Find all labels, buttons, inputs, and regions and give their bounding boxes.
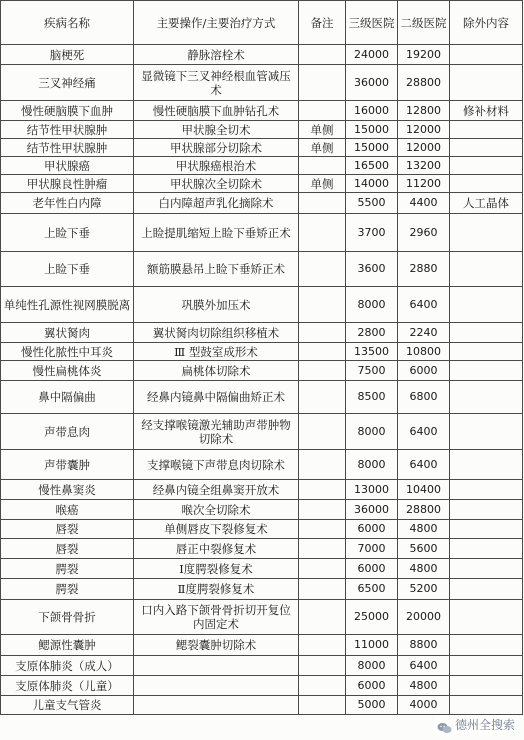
cell-exclusion: 人工晶体 <box>450 193 523 214</box>
cell-tertiary-fee: 3700 <box>346 214 398 252</box>
cell-secondary-fee: 4800 <box>398 559 450 579</box>
cell-secondary-fee: 6400 <box>398 414 450 450</box>
cell-exclusion <box>450 414 523 450</box>
cell-secondary-fee: 10400 <box>398 480 450 500</box>
cell-secondary-fee: 6400 <box>398 287 450 323</box>
cell-treatment: 上睑提肌缩短上睑下垂矫正术 <box>134 214 299 252</box>
cell-tertiary-fee: 13000 <box>346 480 398 500</box>
cell-secondary-fee: 5200 <box>398 579 450 600</box>
cell-treatment: 显微镜下三叉神经根血管减压术 <box>134 65 299 101</box>
table-row <box>1 323 523 343</box>
table-row <box>1 214 523 252</box>
cell-remark <box>299 559 346 579</box>
cell-remark <box>299 500 346 520</box>
cell-remark <box>299 520 346 539</box>
cell-remark <box>299 343 346 361</box>
cell-disease: 腭裂 <box>1 579 134 600</box>
cell-secondary-fee: 19200 <box>398 45 450 65</box>
cell-secondary-fee: 4000 <box>398 696 450 715</box>
cell-disease: 喉癌 <box>1 500 134 520</box>
cell-remark <box>299 676 346 696</box>
cell-treatment: Ⅰ度腭裂修复术 <box>134 559 299 579</box>
cell-treatment <box>134 696 299 715</box>
cell-exclusion <box>450 343 523 361</box>
cell-remark <box>299 480 346 500</box>
cell-tertiary-fee: 8000 <box>346 450 398 480</box>
cell-secondary-fee: 6000 <box>398 361 450 381</box>
cell-disease: 上睑下垂 <box>1 214 134 252</box>
cell-treatment: Ⅱ度腭裂修复术 <box>134 579 299 600</box>
cell-exclusion <box>450 520 523 539</box>
cell-disease: 声带息肉 <box>1 414 134 450</box>
cell-treatment <box>134 676 299 696</box>
cell-disease: 慢性鼻窦炎 <box>1 480 134 500</box>
cell-treatment: 经鼻内镜全组鼻窦开放术 <box>134 480 299 500</box>
cell-remark <box>299 579 346 600</box>
table-row <box>1 600 523 635</box>
header-exclusions: 除外内容 <box>450 1 523 45</box>
cell-disease: 结节性甲状腺肿 <box>1 121 134 139</box>
cell-remark <box>299 65 346 101</box>
cell-secondary-fee: 5600 <box>398 539 450 559</box>
cell-remark <box>299 45 346 65</box>
cell-treatment: 翼状胬肉切除组织移植术 <box>134 323 299 343</box>
cell-treatment: 甲状腺全切术 <box>134 121 299 139</box>
cell-disease: 脑梗死 <box>1 45 134 65</box>
cell-tertiary-fee: 24000 <box>346 45 398 65</box>
cell-exclusion <box>450 635 523 656</box>
table-row <box>1 696 523 715</box>
cell-secondary-fee: 20000 <box>398 600 450 635</box>
cell-remark: 单侧 <box>299 121 346 139</box>
header-remark: 备注 <box>299 1 346 45</box>
cell-disease: 下颌骨骨折 <box>1 600 134 635</box>
header-disease: 疾病名称 <box>1 1 134 45</box>
cell-disease: 支原体肺炎（成人） <box>1 656 134 676</box>
cell-remark <box>299 381 346 414</box>
cell-remark <box>299 539 346 559</box>
cell-tertiary-fee: 6500 <box>346 579 398 600</box>
cell-treatment: 甲状腺癌根治术 <box>134 157 299 175</box>
cell-tertiary-fee: 16500 <box>346 157 398 175</box>
cell-secondary-fee: 11200 <box>398 175 450 193</box>
cell-treatment: Ⅲ 型鼓室成形术 <box>134 343 299 361</box>
cell-exclusion <box>450 157 523 175</box>
table-row <box>1 121 523 139</box>
cell-disease: 慢性化脓性中耳炎 <box>1 343 134 361</box>
cell-treatment: 静脉溶栓术 <box>134 45 299 65</box>
cell-exclusion <box>450 656 523 676</box>
cell-remark <box>299 696 346 715</box>
cell-exclusion <box>450 121 523 139</box>
cell-remark <box>299 287 346 323</box>
cell-disease: 甲状腺良性肿瘤 <box>1 175 134 193</box>
cell-exclusion <box>450 287 523 323</box>
table-row <box>1 193 523 214</box>
cell-disease: 上睑下垂 <box>1 252 134 287</box>
table-row <box>1 45 523 65</box>
cell-secondary-fee: 28800 <box>398 500 450 520</box>
cell-exclusion <box>450 480 523 500</box>
cell-tertiary-fee: 8000 <box>346 656 398 676</box>
cell-secondary-fee: 10800 <box>398 343 450 361</box>
cell-disease: 老年性白内障 <box>1 193 134 214</box>
cell-disease: 三叉神经痛 <box>1 65 134 101</box>
cell-secondary-fee: 2240 <box>398 323 450 343</box>
table-row <box>1 139 523 157</box>
cell-treatment: 额筋膜悬吊上睑下垂矫正术 <box>134 252 299 287</box>
cell-tertiary-fee: 36000 <box>346 65 398 101</box>
table-row <box>1 175 523 193</box>
cell-exclusion <box>450 500 523 520</box>
cell-treatment: 经支撑喉镜激光辅助声带肿物切除术 <box>134 414 299 450</box>
cell-exclusion <box>450 600 523 635</box>
cell-secondary-fee: 12000 <box>398 139 450 157</box>
table-row <box>1 414 523 450</box>
header-secondary-hospital: 二级医院 <box>398 1 450 45</box>
table-row <box>1 500 523 520</box>
cell-treatment <box>134 656 299 676</box>
cell-exclusion <box>450 676 523 696</box>
cell-remark <box>299 635 346 656</box>
cell-disease: 鼻中隔偏曲 <box>1 381 134 414</box>
cell-treatment: 甲状腺部分切除术 <box>134 139 299 157</box>
cell-remark <box>299 414 346 450</box>
cell-disease: 甲状腺癌 <box>1 157 134 175</box>
cell-exclusion <box>450 539 523 559</box>
cell-tertiary-fee: 5500 <box>346 193 398 214</box>
cell-disease: 儿童支气管炎 <box>1 696 134 715</box>
cell-tertiary-fee: 8000 <box>346 287 398 323</box>
cell-remark <box>299 252 346 287</box>
cell-secondary-fee: 28800 <box>398 65 450 101</box>
cell-exclusion <box>450 559 523 579</box>
cell-exclusion <box>450 381 523 414</box>
cell-remark <box>299 214 346 252</box>
cell-disease: 单纯性孔源性视网膜脱离 <box>1 287 134 323</box>
cell-treatment: 鳃裂囊肿切除术 <box>134 635 299 656</box>
table-row <box>1 361 523 381</box>
cell-exclusion <box>450 361 523 381</box>
cell-tertiary-fee: 6000 <box>346 559 398 579</box>
cell-tertiary-fee: 16000 <box>346 101 398 121</box>
table-row <box>1 676 523 696</box>
cell-treatment: 扁桃体切除术 <box>134 361 299 381</box>
cell-secondary-fee: 12800 <box>398 101 450 121</box>
cell-exclusion <box>450 323 523 343</box>
watermark-text: 德州全搜索 <box>454 718 515 732</box>
cell-exclusion <box>450 252 523 287</box>
cell-tertiary-fee: 15000 <box>346 139 398 157</box>
cell-disease: 翼状胬肉 <box>1 323 134 343</box>
cell-treatment: 甲状腺次全切除术 <box>134 175 299 193</box>
cell-disease: 声带囊肿 <box>1 450 134 480</box>
cell-tertiary-fee: 7000 <box>346 539 398 559</box>
cell-secondary-fee: 6400 <box>398 450 450 480</box>
cell-disease: 鳃源性囊肿 <box>1 635 134 656</box>
cell-exclusion <box>450 65 523 101</box>
cell-remark <box>299 656 346 676</box>
table-row <box>1 287 523 323</box>
table-row <box>1 343 523 361</box>
header-tertiary-hospital: 三级医院 <box>346 1 398 45</box>
cell-tertiary-fee: 25000 <box>346 600 398 635</box>
table-row <box>1 579 523 600</box>
cell-exclusion <box>450 579 523 600</box>
cell-disease: 慢性扁桃体炎 <box>1 361 134 381</box>
cell-tertiary-fee: 11000 <box>346 635 398 656</box>
cell-secondary-fee: 8800 <box>398 635 450 656</box>
cell-tertiary-fee: 8500 <box>346 381 398 414</box>
wechat-icon <box>437 719 452 731</box>
cell-secondary-fee: 2960 <box>398 214 450 252</box>
cell-tertiary-fee: 6000 <box>346 676 398 696</box>
cell-exclusion <box>450 696 523 715</box>
cell-secondary-fee: 4800 <box>398 676 450 696</box>
table-row <box>1 450 523 480</box>
cell-tertiary-fee: 6000 <box>346 520 398 539</box>
cell-tertiary-fee: 36000 <box>346 500 398 520</box>
cell-exclusion <box>450 175 523 193</box>
cell-disease: 腭裂 <box>1 559 134 579</box>
cell-disease: 慢性硬脑膜下血肿 <box>1 101 134 121</box>
table-row <box>1 65 523 101</box>
cell-tertiary-fee: 7500 <box>346 361 398 381</box>
cell-remark <box>299 101 346 121</box>
table-row <box>1 101 523 121</box>
table-row <box>1 157 523 175</box>
cell-exclusion <box>450 214 523 252</box>
table-row <box>1 656 523 676</box>
cell-remark: 单侧 <box>299 139 346 157</box>
cell-disease: 支原体肺炎（儿童） <box>1 676 134 696</box>
cell-tertiary-fee: 5000 <box>346 696 398 715</box>
table-row <box>1 480 523 500</box>
cell-treatment: 喉次全切除术 <box>134 500 299 520</box>
cell-treatment: 唇正中裂修复术 <box>134 539 299 559</box>
cell-secondary-fee: 6400 <box>398 656 450 676</box>
table-row <box>1 559 523 579</box>
cell-disease: 唇裂 <box>1 520 134 539</box>
cell-secondary-fee: 2880 <box>398 252 450 287</box>
cell-treatment: 巩膜外加压术 <box>134 287 299 323</box>
cell-tertiary-fee: 2800 <box>346 323 398 343</box>
cell-tertiary-fee: 3600 <box>346 252 398 287</box>
cell-treatment: 口内入路下颌骨骨折切开复位内固定术 <box>134 600 299 635</box>
cell-secondary-fee: 4800 <box>398 520 450 539</box>
cell-treatment: 支撑喉镜下声带息肉切除术 <box>134 450 299 480</box>
cell-disease: 唇裂 <box>1 539 134 559</box>
cell-tertiary-fee: 8000 <box>346 414 398 450</box>
cell-exclusion: 修补材料 <box>450 101 523 121</box>
cell-secondary-fee: 13200 <box>398 157 450 175</box>
cell-treatment: 单侧唇皮下裂修复术 <box>134 520 299 539</box>
cell-treatment: 慢性硬脑膜下血肿钻孔术 <box>134 101 299 121</box>
cell-secondary-fee: 4400 <box>398 193 450 214</box>
cell-disease: 结节性甲状腺肿 <box>1 139 134 157</box>
header-treatment: 主要操作/主要治疗方式 <box>134 1 299 45</box>
watermark <box>434 715 518 734</box>
cell-treatment: 经鼻内镜鼻中隔偏曲矫正术 <box>134 381 299 414</box>
cell-tertiary-fee: 15000 <box>346 121 398 139</box>
table-header-row <box>1 1 523 45</box>
cell-remark <box>299 323 346 343</box>
cell-secondary-fee: 6800 <box>398 381 450 414</box>
table-row <box>1 539 523 559</box>
cell-exclusion <box>450 139 523 157</box>
cell-remark <box>299 157 346 175</box>
table-row <box>1 635 523 656</box>
table-row <box>1 520 523 539</box>
table-row <box>1 381 523 414</box>
cell-remark <box>299 600 346 635</box>
cell-secondary-fee: 12000 <box>398 121 450 139</box>
cell-remark <box>299 361 346 381</box>
cell-remark: 单侧 <box>299 175 346 193</box>
cell-exclusion <box>450 45 523 65</box>
cell-tertiary-fee: 14000 <box>346 175 398 193</box>
cell-exclusion <box>450 450 523 480</box>
cell-treatment: 白内障超声乳化摘除术 <box>134 193 299 214</box>
cell-remark <box>299 450 346 480</box>
table-row <box>1 252 523 287</box>
cell-tertiary-fee: 13500 <box>346 343 398 361</box>
cell-remark <box>299 193 346 214</box>
